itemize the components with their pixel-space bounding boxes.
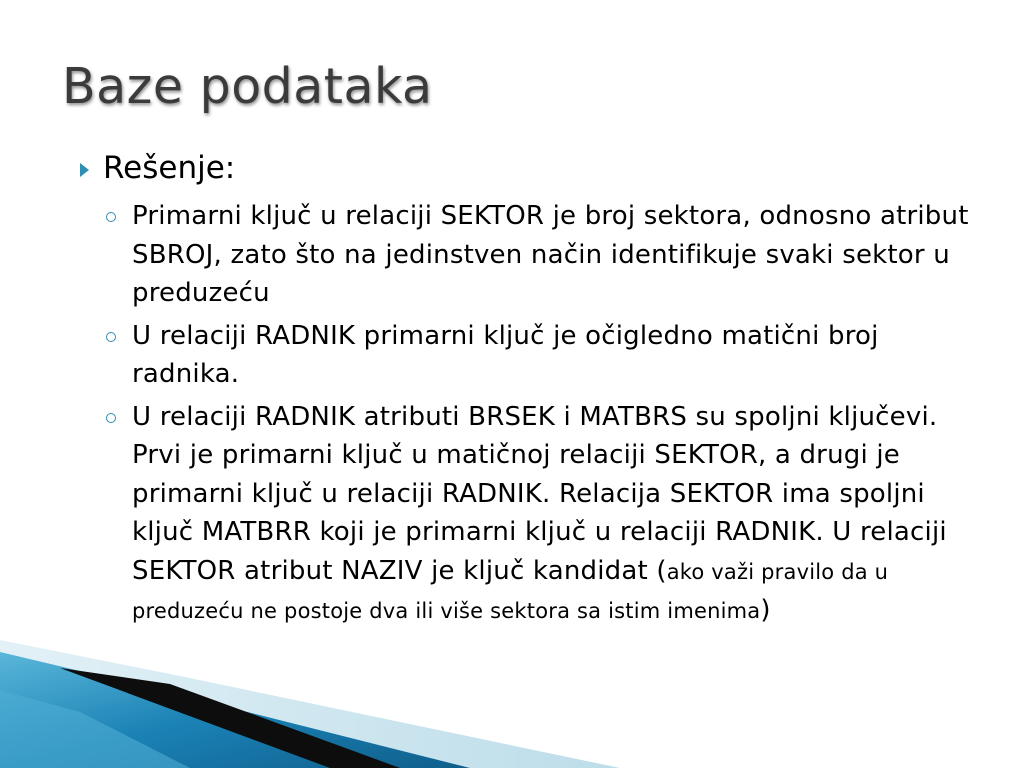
- bullet-arrow-icon: [80, 163, 89, 177]
- slide-title: Baze podataka: [62, 58, 433, 115]
- bullet-list: [102, 197, 982, 635]
- band-dark: [60, 668, 400, 768]
- list-item: [102, 398, 982, 631]
- band-blue: [0, 652, 470, 768]
- bullet-ring-icon: [106, 413, 116, 423]
- bullet-note: ako važi pravilo da u preduzeću ne postoje dva ili više sektora sa istim imenima: [132, 559, 889, 623]
- list-item: [102, 197, 982, 313]
- section-heading: Rešenje:: [103, 150, 236, 186]
- bullet-text: [132, 398, 982, 631]
- bullet-ring-icon: [106, 332, 116, 342]
- bullet-text: Primarni ključ u relaciji SEKTOR je broj sektora, odnosno atribut SBROJ, zato što na jedinstven način identifikuje svaki sektor u preduzeću: [132, 201, 969, 308]
- bullet-note-closing: ): [760, 595, 771, 625]
- bullet-text: U relaciji RADNIK primarni ključ je očigledno matični broj radnika.: [132, 320, 879, 389]
- list-item: [102, 317, 982, 394]
- band-light: [0, 640, 620, 768]
- bullet-text-main: U relaciji RADNIK atributi BRSEK i MATBRS su spoljni ključevi. Prvi je primarni ključ u matičnoj relaciji SEKTOR, a drugi je primarni ključ u relaciji RADNIK. Relacija SEKTOR ima spoljni ključ MATBRR koji je primarni ključ u relaciji RADNIK. U relaciji SEKTOR atribut NAZIV je ključ kandidat (: [132, 401, 947, 586]
- band-highlight: [0, 690, 190, 768]
- bullet-ring-icon: [106, 212, 116, 222]
